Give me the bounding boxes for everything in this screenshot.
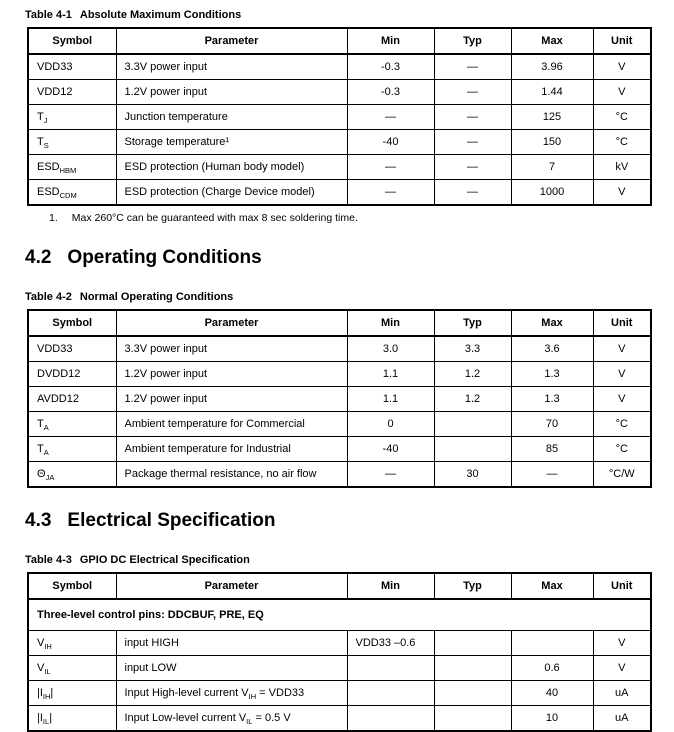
- column-header-parameter: Parameter: [116, 28, 347, 54]
- parameter-cell: [116, 155, 347, 180]
- symbol-text: ESD: [37, 161, 60, 173]
- min-cell: —: [347, 155, 434, 180]
- parameter-cell: [116, 180, 347, 206]
- parameter-text: Input High-level current V: [124, 687, 249, 699]
- parameter-text: 3.3V power input: [124, 343, 208, 355]
- parameter-text: input LOW: [124, 662, 177, 674]
- typ-cell: 30: [434, 462, 511, 488]
- symbol-cell: [28, 706, 116, 732]
- parameter-text: Junction temperature: [124, 111, 228, 123]
- symbol-text: |: [50, 687, 54, 699]
- parameter-text: = 0.5 V: [252, 712, 291, 724]
- typ-cell: [434, 412, 511, 437]
- max-cell: 1.44: [511, 80, 593, 105]
- symbol-text: Θ: [37, 468, 46, 480]
- parameter-cell: [116, 362, 347, 387]
- typ-cell: —: [434, 130, 511, 155]
- parameter-text: = VDD33: [256, 687, 305, 699]
- table-caption-text: Absolute Maximum Conditions: [79, 9, 242, 21]
- parameter-cell: [116, 336, 347, 362]
- section-title: Electrical Specification: [67, 510, 276, 531]
- min-cell: —: [347, 180, 434, 206]
- unit-cell: V: [593, 180, 651, 206]
- table-row: [28, 656, 651, 681]
- column-header-typ: Typ: [434, 28, 511, 54]
- symbol-subscript: A: [43, 423, 49, 433]
- min-cell: 0: [347, 412, 434, 437]
- unit-cell: V: [593, 362, 651, 387]
- symbol-text: VDD12: [37, 86, 73, 98]
- symbol-subscript: IH: [42, 692, 51, 702]
- column-header-typ: Typ: [434, 573, 511, 599]
- column-header-symbol: Symbol: [28, 573, 116, 599]
- min-cell: [347, 656, 434, 681]
- unit-cell: V: [593, 387, 651, 412]
- typ-cell: 1.2: [434, 387, 511, 412]
- symbol-cell: [28, 130, 116, 155]
- table-row: [28, 412, 651, 437]
- symbol-text: |I: [37, 687, 43, 699]
- symbol-cell: [28, 462, 116, 488]
- parameter-cell: [116, 706, 347, 732]
- symbol-text: |: [49, 712, 53, 724]
- table-row: [28, 155, 651, 180]
- parameter-text: Storage temperature¹: [124, 136, 230, 148]
- typ-cell: —: [434, 180, 511, 206]
- typ-cell: —: [434, 54, 511, 80]
- typ-cell: [434, 656, 511, 681]
- typ-cell: 1.2: [434, 362, 511, 387]
- parameter-text: Ambient temperature for Industrial: [124, 443, 291, 455]
- table-caption-text: GPIO DC Electrical Specification: [79, 554, 250, 566]
- unit-cell: uA: [593, 681, 651, 706]
- min-cell: 3.0: [347, 336, 434, 362]
- symbol-cell: [28, 631, 116, 656]
- symbol-text: VDD33: [37, 61, 73, 73]
- table-label: Table 4-2: [25, 291, 72, 303]
- unit-cell: V: [593, 631, 651, 656]
- column-header-unit: Unit: [593, 28, 651, 54]
- symbol-text: AVDD12: [37, 393, 79, 405]
- column-header-unit: Unit: [593, 573, 651, 599]
- table-row: [28, 462, 651, 488]
- unit-cell: V: [593, 656, 651, 681]
- max-cell: [511, 631, 593, 656]
- max-cell: 1.3: [511, 387, 593, 412]
- typ-cell: [434, 631, 511, 656]
- section-title: Operating Conditions: [67, 247, 262, 268]
- max-cell: 85: [511, 437, 593, 462]
- table-row: [28, 105, 651, 130]
- column-header-max: Max: [511, 573, 593, 599]
- parameter-text: Ambient temperature for Commercial: [124, 418, 305, 430]
- min-cell: [347, 706, 434, 732]
- typ-cell: —: [434, 155, 511, 180]
- parameter-cell: [116, 412, 347, 437]
- column-header-min: Min: [347, 573, 434, 599]
- unit-cell: kV: [593, 155, 651, 180]
- max-cell: 1.3: [511, 362, 593, 387]
- parameter-cell: [116, 437, 347, 462]
- symbol-cell: [28, 54, 116, 80]
- symbol-cell: [28, 681, 116, 706]
- header-row: [28, 573, 651, 599]
- typ-cell: [434, 706, 511, 732]
- max-cell: 40: [511, 681, 593, 706]
- unit-cell: V: [593, 336, 651, 362]
- table-row: [28, 437, 651, 462]
- parameter-text: 1.2V power input: [124, 368, 208, 380]
- table-gpio-dc-electrical-specification: [27, 572, 652, 732]
- table-row: [28, 80, 651, 105]
- max-cell: 10: [511, 706, 593, 732]
- symbol-text: T: [37, 136, 44, 148]
- symbol-cell: [28, 412, 116, 437]
- table-4-1-caption: [25, 8, 650, 22]
- max-cell: —: [511, 462, 593, 488]
- column-header-max: Max: [511, 310, 593, 336]
- min-cell: VDD33 –0.6: [347, 631, 434, 656]
- parameter-text: Package thermal resistance, no air flow: [124, 468, 317, 480]
- column-header-parameter: Parameter: [116, 310, 347, 336]
- column-header-typ: Typ: [434, 310, 511, 336]
- symbol-text: VDD33: [37, 343, 73, 355]
- symbol-subscript: CDM: [59, 191, 77, 201]
- table-caption-text: Normal Operating Conditions: [79, 291, 234, 303]
- parameter-text: ESD protection (Human body model): [124, 161, 305, 173]
- min-cell: 1.1: [347, 387, 434, 412]
- typ-cell: [434, 437, 511, 462]
- header-row: [28, 28, 651, 54]
- section-number: 4.2: [25, 247, 52, 268]
- symbol-cell: [28, 80, 116, 105]
- min-cell: —: [347, 105, 434, 130]
- min-cell: -0.3: [347, 80, 434, 105]
- symbol-subscript: J: [43, 116, 48, 126]
- parameter-cell: [116, 462, 347, 488]
- symbol-text: |I: [37, 712, 43, 724]
- parameter-text: Input Low-level current V: [124, 712, 247, 724]
- column-header-unit: Unit: [593, 310, 651, 336]
- symbol-subscript: IL: [44, 667, 51, 677]
- table-row: [28, 180, 651, 206]
- table-row: [28, 336, 651, 362]
- unit-cell: °C: [593, 412, 651, 437]
- section-heading-operating-conditions: [25, 247, 650, 269]
- table-row: [28, 130, 651, 155]
- min-cell: 1.1: [347, 362, 434, 387]
- symbol-text: V: [37, 637, 45, 649]
- parameter-cell: [116, 80, 347, 105]
- parameter-text: 1.2V power input: [124, 86, 208, 98]
- min-cell: [347, 681, 434, 706]
- symbol-cell: [28, 105, 116, 130]
- table-4-2-caption: [25, 290, 650, 304]
- table-absolute-maximum-conditions: [27, 27, 652, 206]
- symbol-subscript: A: [43, 448, 49, 458]
- table-row: [28, 631, 651, 656]
- typ-cell: —: [434, 105, 511, 130]
- footnote-number: 1.: [49, 212, 58, 224]
- unit-cell: °C/W: [593, 462, 651, 488]
- max-cell: 3.96: [511, 54, 593, 80]
- column-header-symbol: Symbol: [28, 310, 116, 336]
- min-cell: -40: [347, 437, 434, 462]
- symbol-subscript: S: [43, 141, 49, 151]
- symbol-subscript: JA: [45, 473, 55, 483]
- table-4-3-caption: [25, 553, 650, 567]
- symbol-text: DVDD12: [37, 368, 81, 380]
- unit-cell: °C: [593, 105, 651, 130]
- min-cell: -40: [347, 130, 434, 155]
- symbol-subscript: IH: [44, 642, 52, 652]
- table-row: [28, 681, 651, 706]
- max-cell: 1000: [511, 180, 593, 206]
- table-row: [28, 362, 651, 387]
- parameter-cell: [116, 631, 347, 656]
- unit-cell: uA: [593, 706, 651, 732]
- parameter-text: ESD protection (Charge Device model): [124, 186, 315, 198]
- parameter-cell: [116, 656, 347, 681]
- symbol-cell: [28, 336, 116, 362]
- column-header-symbol: Symbol: [28, 28, 116, 54]
- symbol-cell: [28, 155, 116, 180]
- max-cell: 0.6: [511, 656, 593, 681]
- table-label: Table 4-1: [25, 9, 72, 21]
- symbol-subscript: IL: [42, 717, 50, 727]
- parameter-cell: [116, 681, 347, 706]
- table-row: [28, 706, 651, 732]
- symbol-text: V: [37, 662, 45, 674]
- symbol-text: T: [37, 443, 44, 455]
- symbol-cell: [28, 362, 116, 387]
- unit-cell: V: [593, 54, 651, 80]
- unit-cell: °C: [593, 437, 651, 462]
- parameter-subscript: IL: [246, 717, 253, 727]
- symbol-text: T: [37, 418, 44, 430]
- max-cell: 7: [511, 155, 593, 180]
- parameter-text: 1.2V power input: [124, 393, 208, 405]
- symbol-text: T: [37, 111, 44, 123]
- table-group-row: [28, 599, 651, 631]
- symbol-cell: [28, 387, 116, 412]
- table-row: [28, 387, 651, 412]
- unit-cell: °C: [593, 130, 651, 155]
- group-row-label: Three-level control pins: DDCBUF, PRE, EQ: [28, 599, 651, 631]
- min-cell: -0.3: [347, 54, 434, 80]
- max-cell: 70: [511, 412, 593, 437]
- min-cell: —: [347, 462, 434, 488]
- symbol-subscript: HBM: [59, 166, 77, 176]
- max-cell: 3.6: [511, 336, 593, 362]
- header-row: [28, 310, 651, 336]
- table-row: [28, 54, 651, 80]
- table-label: Table 4-3: [25, 554, 72, 566]
- column-header-min: Min: [347, 28, 434, 54]
- section-number: 4.3: [25, 510, 52, 531]
- column-header-min: Min: [347, 310, 434, 336]
- parameter-text: 3.3V power input: [124, 61, 208, 73]
- symbol-cell: [28, 656, 116, 681]
- typ-cell: 3.3: [434, 336, 511, 362]
- table-normal-operating-conditions: [27, 309, 652, 488]
- parameter-cell: [116, 130, 347, 155]
- unit-cell: V: [593, 80, 651, 105]
- typ-cell: —: [434, 80, 511, 105]
- typ-cell: [434, 681, 511, 706]
- parameter-cell: [116, 105, 347, 130]
- section-heading-electrical-specification: [25, 510, 650, 532]
- max-cell: 125: [511, 105, 593, 130]
- parameter-text: input HIGH: [124, 637, 179, 649]
- symbol-cell: [28, 437, 116, 462]
- parameter-cell: [116, 54, 347, 80]
- table-4-1-footnote: [25, 212, 650, 225]
- parameter-subscript: IH: [248, 692, 257, 702]
- symbol-cell: [28, 180, 116, 206]
- parameter-cell: [116, 387, 347, 412]
- symbol-text: ESD: [37, 186, 60, 198]
- column-header-max: Max: [511, 28, 593, 54]
- max-cell: 150: [511, 130, 593, 155]
- column-header-parameter: Parameter: [116, 573, 347, 599]
- footnote-text: Max 260°C can be guaranteed with max 8 sec soldering time.: [71, 212, 358, 224]
